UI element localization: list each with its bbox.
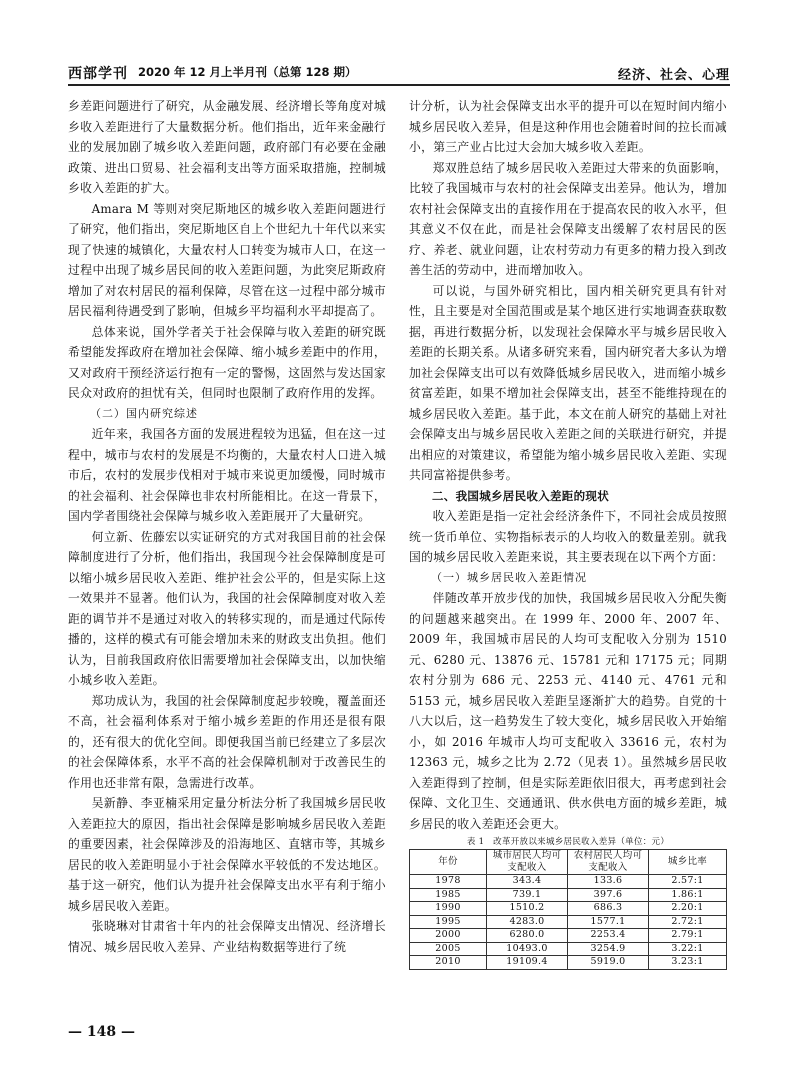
- table-cell: 1.86:1: [649, 888, 727, 902]
- table-cell: 6280.0: [487, 929, 568, 943]
- journal-logo: 西部学刊: [68, 66, 128, 82]
- section-heading: 二、我国城乡居民收入差距的现状: [432, 488, 609, 503]
- paragraph: 伴随改革开放步伐的加快，我国城乡居民收入分配失衡的问题越来越突出。在 1999 年、2000 年、2007 年、2009 年，我国城市居民的人均可支配收入分别为 1510 元、6280 元、13876 元、15781 元和 17175 元；同期农村分别为 686 元、2253 元、4140 元、4761 元和 5153 元，城乡居民收入差距呈逐渐扩大的趋势。自党的十八大以后，这一趋势发生了较大变化，城乡居民收入开始缩小，如 2016 年城市人均可支配收入 33616 元，农村为 12363 元，城乡之比为 2.72（见表 1）。虽然城乡居民收入差距得到了控制，但是实际差距依旧很大，再考虑到社会保障、文化卫生、交通通讯、供水供电方面的城乡差距，城乡居民的收入差距还会更大。: [409, 591, 727, 831]
- income-table: [409, 849, 727, 970]
- table-cell: 10493.0: [487, 942, 568, 956]
- left-column: [68, 96, 386, 957]
- page-header: [68, 62, 730, 86]
- paragraph: 计分析，认为社会保障支出水平的提升可以在短时间内缩小城乡居民收入差异，但是这种作用也会随着时间的拉长而减小，第三产业占比过大会加大城乡收入差距。: [409, 99, 727, 154]
- table-cell: 1510.2: [487, 902, 568, 916]
- table-row: [410, 929, 727, 943]
- subsection-heading: （一）城乡居民收入差距情况: [431, 570, 587, 584]
- table-cell: 1990: [410, 902, 487, 916]
- paragraph: 郑双胜总结了城乡居民收入差距过大带来的负面影响，比较了我国城市与农村的社会保障支出差异。他认为，增加农村社会保障支出的直接作用在于提高农民的收入水平，但其意义不仅在此，而是社会保障支出缓解了农村居民的医疗、养老、就业问题，让农村劳动力有更多的精力投入到改善生活的劳动中，进而增加收入。: [409, 160, 727, 277]
- paragraph: 总体来说，国外学者关于社会保障与收入差距的研究既希望能发挥政府在增加社会保障、缩小城乡差距中的作用，又对政府干预经济运行抱有一定的警惕，这固然与发达国家民众对政府的担忧有关，但同时也限制了政府作用的发挥。: [68, 324, 386, 400]
- table-cell: 4283.0: [487, 915, 568, 929]
- issue-info: 2020 年 12 月上半月刊（总第 128 期）: [138, 65, 357, 79]
- column-header: 农村居民人均可支配收入: [568, 850, 649, 875]
- table-row: [410, 956, 727, 970]
- table-row: [410, 888, 727, 902]
- subsection-heading: （二）国内研究综述: [90, 406, 198, 420]
- table-cell: 2010: [410, 956, 487, 970]
- paragraph: 何立新、佐藤宏以实证研究的方式对我国目前的社会保障制度进行了分析，他们指出，我国现今社会保障制度是可以缩小城乡居民收入差距、维护社会公平的，但是实际上这一效果并不显著。他们认为，我国的社会保障制度对收入差距的调节并不是通过对收入的转移实现的，而是通过代际传播的，这样的模式有可能会增加未来的财政支出负担。他们认为，目前我国政府依旧需要增加社会保障支出，以加快缩小城乡收入差距。: [68, 529, 386, 687]
- paragraph: 近年来，我国各方面的发展进程较为迅猛，但在这一过程中，城市与农村的发展是不均衡的，大量农村人口进入城市后，农村的发展步伐相对于城市来说更加缓慢，同时城市的社会福利、社会保障也非农村所能相比。在这一背景下，国内学者围绕社会保障与城乡收入差距展开了大量研究。: [68, 427, 386, 523]
- table-cell: 2.20:1: [649, 902, 727, 916]
- table-cell: 3.23:1: [649, 956, 727, 970]
- right-column: [409, 96, 727, 970]
- paragraph: 收入差距是指一定社会经济条件下，不同社会成员按照统一货币单位、实物指标表示的人均收入的数量差别。就我国的城乡居民收入差距来说，其主要表现在以下两个方面：: [409, 509, 727, 564]
- paragraph: 郑功成认为，我国的社会保障制度起步较晚，覆盖面还不高，社会福利体系对于缩小城乡差距的作用还是很有限的，还有很大的优化空间。即便我国当前已经建立了多层次的社会保障体系，水平不高的社会保障机制对于改善民生的作用也还非常有限，急需进行改革。: [68, 693, 386, 790]
- table-cell: 1577.1: [568, 915, 649, 929]
- table-cell: 2253.4: [568, 929, 649, 943]
- paragraph: Amara M 等则对突尼斯地区的城乡收入差距问题进行了研究，他们指出，突尼斯地区自上个世纪九十年代以来实现了快速的城镇化，大量农村人口转变为城市人口，在这一过程中出现了城乡居民间的收入差距问题，为此突尼斯政府增加了对农村居民的福利保障，尽管在这一过程中部分城市居民福利待遇受到了影响，但城乡平均福利水平却提高了。: [68, 201, 386, 318]
- table-header-row: [410, 850, 727, 875]
- table-cell: 2005: [410, 942, 487, 956]
- table-cell: 2.79:1: [649, 929, 727, 943]
- table-cell: 739.1: [487, 888, 568, 902]
- table-caption: 表 1 改革开放以来城乡居民收入差异（单位：元）: [466, 837, 670, 847]
- paragraph: 张晓琳对甘肃省十年内的社会保障支出情况、经济增长情况、城乡居民收入差异、产业结构数据等进行了统: [68, 919, 386, 954]
- table-cell: 19109.4: [487, 956, 568, 970]
- table-row: [410, 875, 727, 889]
- table-cell: 3254.9: [568, 942, 649, 956]
- table-row: [410, 902, 727, 916]
- table-cell: 5919.0: [568, 956, 649, 970]
- table-cell: 343.4: [487, 875, 568, 889]
- table-cell: 2.72:1: [649, 915, 727, 929]
- table-cell: 2000: [410, 929, 487, 943]
- table-cell: 1985: [410, 888, 487, 902]
- table-cell: 397.6: [568, 888, 649, 902]
- section-title: 经济、社会、心理: [617, 68, 730, 83]
- table-row: [410, 942, 727, 956]
- table-cell: 133.6: [568, 875, 649, 889]
- paragraph: 吴新静、李亚楠采用定量分析法分析了我国城乡居民收入差距拉大的原因，指出社会保障是影响城乡居民收入差距的重要因素，社会保障涉及的沿海地区、直辖市等，其城乡居民的收入差距明显小于社会保障水平较低的不发达地区。基于这一研究，他们认为提升社会保障支出水平有利于缩小城乡居民收入差距。: [68, 796, 386, 913]
- table-cell: 1978: [410, 875, 487, 889]
- column-header: 城乡比率: [649, 850, 727, 875]
- paragraph: 可以说，与国外研究相比，国内相关研究更具有针对性，且主要是对全国范围或是某个地区进行实地调查获取数据，再进行数据分析，以发现社会保障水平与城乡居民收入差距的长期关系。从诸多研究来看，国内研究者大多认为增加社会保障支出可以有效降低城乡居民收入，进而缩小城乡贫富差距，如果不增加社会保障支出，甚至不能维持现在的城乡居民收入差距。基于此，本文在前人研究的基础上对社会保障支出与城乡居民收入差距之间的关联进行研究，并提出相应的对策建议，希望能为缩小城乡居民收入差距、实现共同富裕提供参考。: [409, 283, 727, 482]
- paragraph: 乡差距问题进行了研究，从金融发展、经济增长等角度对城乡收入差距进行了大量数据分析。他们指出，近年来金融行业的发展加剧了城乡收入差距问题，政府部门有必要在金融政策、进出口贸易、社会福利支出等方面采取措施，控制城乡收入差距的扩大。: [68, 99, 386, 195]
- table-cell: 686.3: [568, 902, 649, 916]
- table-cell: 3.22:1: [649, 942, 727, 956]
- table-cell: 1995: [410, 915, 487, 929]
- column-header: 年份: [410, 850, 487, 875]
- page-number: — 148 —: [68, 1024, 135, 1040]
- table-row: [410, 915, 727, 929]
- table-cell: 2.57:1: [649, 875, 727, 889]
- column-header: 城市居民人均可支配收入: [487, 850, 568, 875]
